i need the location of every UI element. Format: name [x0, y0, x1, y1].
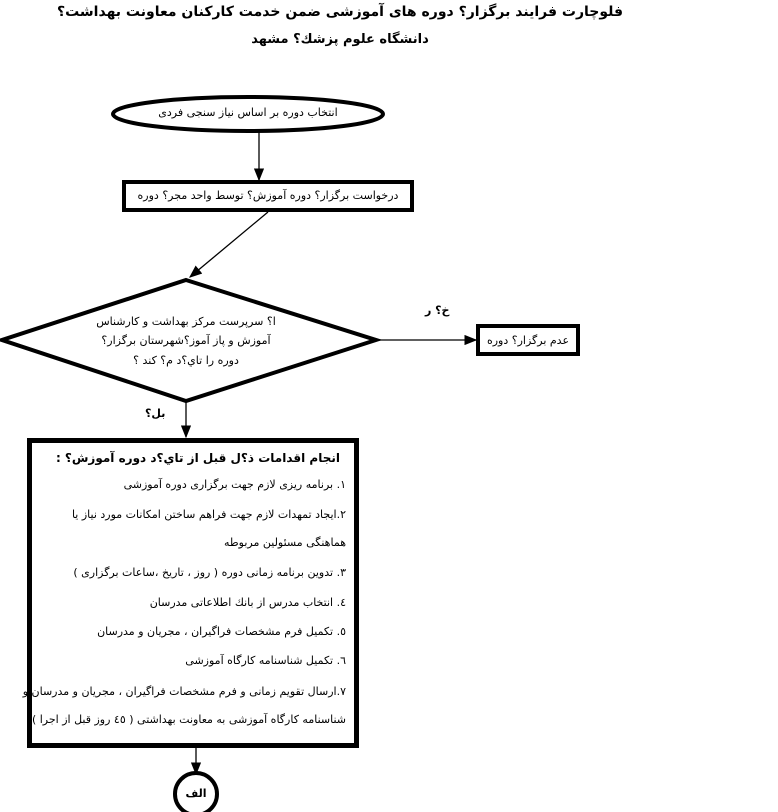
action-step: شناسنامه كارگاه آموزشى به معاونت بهداشتى ( ٤٥ روز قبل از اجرا ) [31, 713, 346, 726]
actions-heading: انجام اقدامات ذ؟ل قبل از تاي؟د دوره آموزش؟ : [55, 451, 340, 465]
request-text: درخواست برگزار؟ دوره آموزش؟ توسط واحد مجر؟ دوره [137, 189, 399, 202]
action-step: هماهنگى مسئولين مربوطه [224, 536, 346, 549]
decision-text-2: آموزش و پاز آموز؟شهرستان برگزار؟ [101, 334, 271, 347]
chart-title: فلوچارت فرايند برگزار؟ دوره هاى آموزشى ضمن خدمت كاركنان معاونت بهداشت؟ [56, 4, 624, 20]
action-step: ٢.ايجاد تمهدات لازم جهت فراهم ساختن امكانات مورد نياز يا [71, 508, 346, 521]
yes-label: بل؟ [145, 407, 166, 420]
no-label: خ؟ ر [425, 304, 450, 317]
no-run-text: عدم برگزار؟ دوره [486, 334, 570, 347]
decision-text-3: دوره را تاي؟د م؟ كند ؟ [133, 354, 239, 367]
start-text: انتخاب دوره بر اساس نياز سنجى فردى [158, 106, 338, 119]
decision-text-1: ا؟ سرپرست مركز بهداشت و كارشناس [96, 315, 276, 328]
arrow-request-to-decision [190, 212, 268, 277]
chart-subtitle: دانشگاه علوم پزشك؟ مشهد [251, 32, 429, 47]
connector-text: الف [185, 787, 207, 800]
action-step: ٤. انتخاب مدرس از بانك اطلاعاتى مدرسان [149, 596, 346, 609]
action-step: ٣. تدوين برنامه زمانى دوره ( روز ، تاريخ ،ساعات برگزارى ) [73, 566, 346, 579]
action-step: ٦. تكميل شناسنامه كارگاه آموزشى [185, 654, 346, 667]
action-step: ١. برنامه ريزى لازم جهت برگزارى دوره آموزشى [123, 478, 346, 491]
action-step: ٥. تكميل فرم مشخصات فراگيران ، مجريان و مدرسان [97, 625, 346, 638]
action-step: ٧.ارسال تقويم زمانى و فرم مشخصات فراگيران ، مجريان و مدرسان و [22, 685, 346, 698]
actions-box [22, 438, 359, 748]
